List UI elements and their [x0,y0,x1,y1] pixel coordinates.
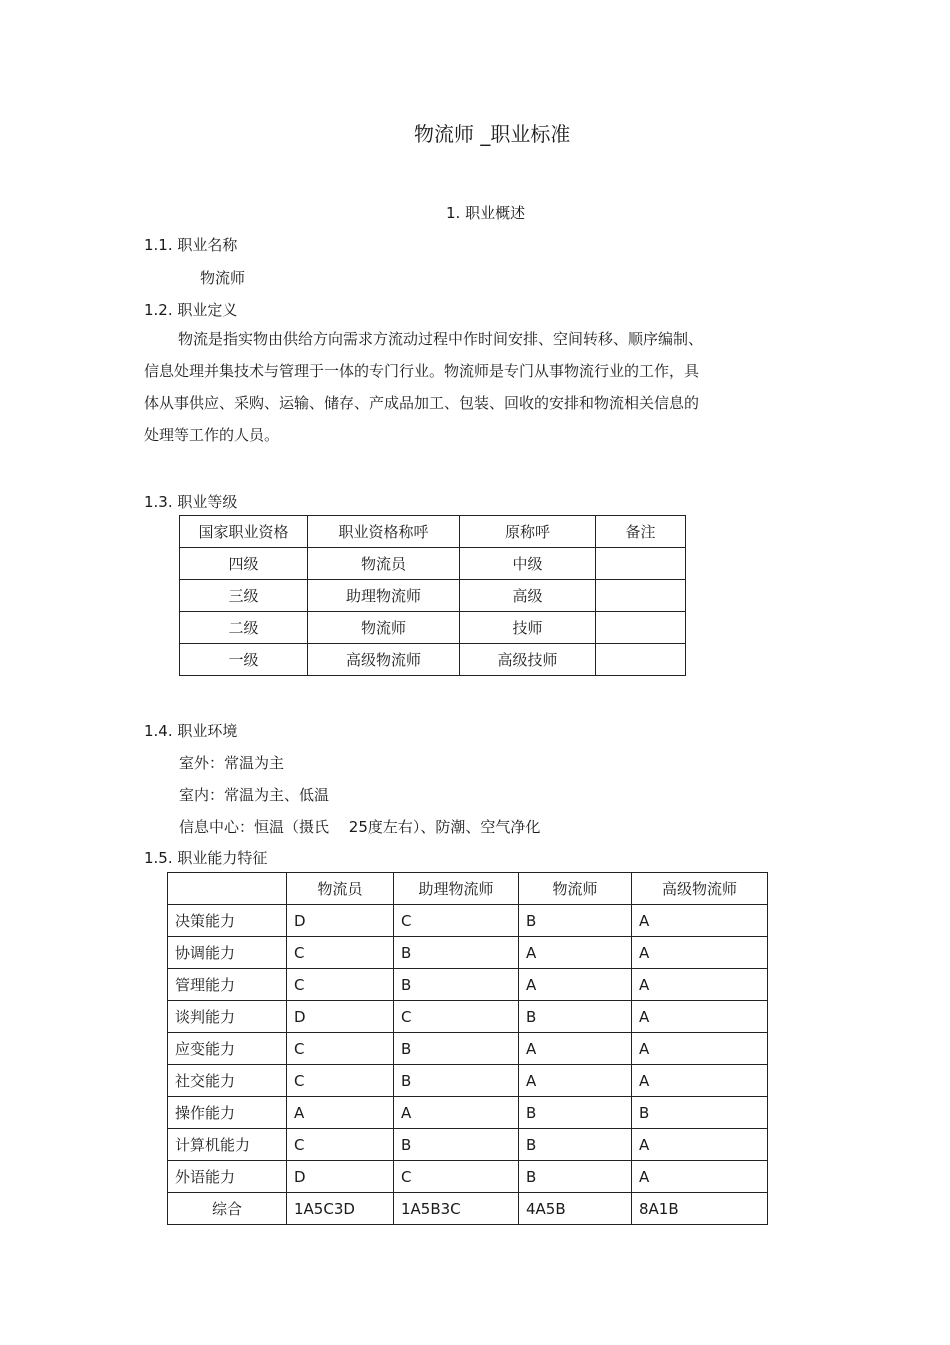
table-cell: 综合 [168,1193,287,1225]
table-cell: 计算机能力 [168,1129,287,1161]
table-row [168,1097,768,1129]
table-cell: B [394,969,519,1001]
table-cell: C [287,1129,394,1161]
table-cell: 高级物流师 [308,644,460,676]
table-cell: B [519,905,632,937]
table-cell: 三级 [180,580,308,612]
table-cell: B [394,1065,519,1097]
table-cell: A [632,937,768,969]
table-cell: 高级技师 [460,644,596,676]
table-cell: A [519,1033,632,1065]
table-cell: 决策能力 [168,905,287,937]
header-cell: 职业资格称呼 [308,516,460,548]
table-cell: 物流师 [308,612,460,644]
table-cell: 四级 [180,548,308,580]
section-1-4-heading: 1.4. 职业环境 [144,722,238,740]
table-cell: C [394,1001,519,1033]
table-cell: 技师 [460,612,596,644]
definition-line: 体从事供应、采购、运输、储存、产成品加工、包装、回收的安排和物流相关信息的 [144,394,700,412]
table-cell: 谈判能力 [168,1001,287,1033]
table-cell: A [287,1097,394,1129]
header-cell: 国家职业资格 [180,516,308,548]
table-cell: B [632,1097,768,1129]
table-row [180,644,686,676]
table-cell: A [632,1065,768,1097]
table-cell: D [287,1001,394,1033]
table-cell: 物流员 [308,548,460,580]
environment-item: 室外：常温为主 [179,754,285,772]
section-1-5-heading: 1.5. 职业能力特征 [144,849,268,867]
table-cell: 中级 [460,548,596,580]
table-cell: C [287,937,394,969]
table-cell: A [519,969,632,1001]
header-cell: 物流师 [519,873,632,905]
table-cell: 1A5C3D [287,1193,394,1225]
table-cell [596,580,686,612]
table-cell [596,548,686,580]
table-cell: A [394,1097,519,1129]
table-cell: 高级 [460,580,596,612]
table-cell: 1A5B3C [394,1193,519,1225]
table-cell: C [394,905,519,937]
table-cell: 管理能力 [168,969,287,1001]
table-cell: A [632,1129,768,1161]
table-cell [596,644,686,676]
table-cell: 社交能力 [168,1065,287,1097]
table-cell: 应变能力 [168,1033,287,1065]
table-cell: 一级 [180,644,308,676]
table-cell: 8A1B [632,1193,768,1225]
definition-line: 处理等工作的人员。 [144,426,280,444]
section-1-2-heading: 1.2. 职业定义 [144,301,238,319]
header-cell: 原称呼 [460,516,596,548]
table-row [180,580,686,612]
occupation-name: 物流师 [200,269,246,287]
table-cell: C [394,1161,519,1193]
table-row [168,1033,768,1065]
table-cell: 4A5B [519,1193,632,1225]
page-title: 物流师 _职业标准 [414,122,571,146]
table-cell: A [519,937,632,969]
table-row [168,1065,768,1097]
section-heading: 1. 职业概述 [446,204,526,222]
table-cell: C [287,1033,394,1065]
table-cell: 外语能力 [168,1161,287,1193]
table-cell: B [519,1001,632,1033]
ability-table [167,872,768,1225]
section-1-3-heading: 1.3. 职业等级 [144,493,238,511]
table-row [168,1001,768,1033]
table-cell: 操作能力 [168,1097,287,1129]
environment-item: 室内：常温为主、低温 [179,786,330,804]
table-row [168,1129,768,1161]
table-cell: B [394,937,519,969]
header-cell: 高级物流师 [632,873,768,905]
table-cell: B [519,1097,632,1129]
table-cell [596,612,686,644]
table-cell: B [394,1033,519,1065]
table-row [168,905,768,937]
table-cell: D [287,905,394,937]
table-header-row [168,873,768,905]
table-header-row [180,516,686,548]
table-row [168,1161,768,1193]
definition-paragraph [144,323,744,451]
table-row [180,548,686,580]
table-cell: 助理物流师 [308,580,460,612]
levels-table [179,515,686,676]
table-cell: A [632,1033,768,1065]
definition-line: 物流是指实物由供给方向需求方流动过程中作时间安排、空间转移、顺序编制、 [178,330,704,348]
definition-line: 信息处理并集技术与管理于一体的专门行业。物流师是专门从事物流行业的工作，具 [144,362,700,380]
table-row [168,969,768,1001]
header-cell: 助理物流师 [394,873,519,905]
table-cell: D [287,1161,394,1193]
table-cell: B [519,1129,632,1161]
table-row [168,937,768,969]
section-1-1-heading: 1.1. 职业名称 [144,236,238,254]
table-row [180,612,686,644]
table-cell: B [519,1161,632,1193]
header-cell: 物流员 [287,873,394,905]
table-cell: B [394,1129,519,1161]
table-cell: C [287,969,394,1001]
header-cell [168,873,287,905]
table-cell: A [632,905,768,937]
header-cell: 备注 [596,516,686,548]
table-cell: 协调能力 [168,937,287,969]
table-cell: A [632,969,768,1001]
table-cell: 二级 [180,612,308,644]
environment-item: 信息中心：恒温（摄氏 25度左右）、防潮、空气净化 [179,818,541,836]
table-row [168,1193,768,1225]
table-cell: A [632,1001,768,1033]
table-cell: A [632,1161,768,1193]
table-cell: A [519,1065,632,1097]
table-cell: C [287,1065,394,1097]
